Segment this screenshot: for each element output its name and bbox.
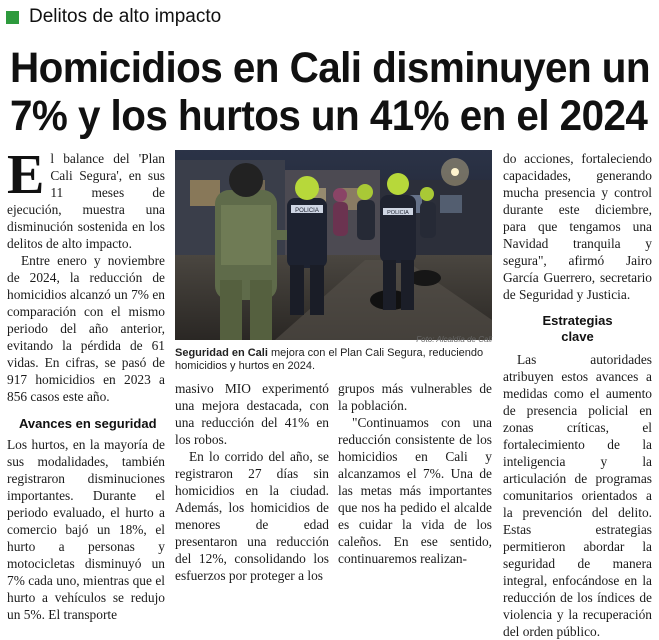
paragraph-quote-cont: do acciones, fortaleciendo capacidades, generando mucha presencia y control durante este diciembre, para que tengamos una Navidad tranquila y segura", afirmó Jairo García Guerrero, secretario de Seguridad y Justicia. <box>503 151 652 302</box>
paragraph-population: grupos más vulnerables de la población. <box>338 381 492 413</box>
paragraph-hurtos: Los hurtos, en la mayoría de sus modalidades, también registraron disminuciones importantes. Durante el periodo evaluado, el hurto a comercio bajó un 18%, el hurto a personas y motocicletas disminuyó un 7% cada uno, mientras que el hurto a vehículos se redujo un 5%. El transporte <box>7 437 165 622</box>
headline-line-2: 7% y los hurtos un 41% en el 2024 <box>10 92 648 140</box>
caption-bold: Seguridad en Cali <box>175 347 268 359</box>
police-patrol-photo <box>175 150 492 340</box>
paragraph-homicides: Entre enero y noviembre de 2024, la reducción de homicidios alcanzó un 7% en comparación con el mismo periodo del año anterior, evitando la pérdida de 61 vidas. En cifras, se pasó de 917 homicidios en 2023 a 856 casos este año. <box>7 253 165 404</box>
photo-caption <box>175 347 492 373</box>
subhead-line-1: Estrategias <box>542 313 613 328</box>
section-square-icon <box>6 11 19 24</box>
headline-line-1: Homicidios en Cali disminuyen un <box>10 44 651 92</box>
section-tag <box>6 6 221 28</box>
paragraph-days: En lo corrido del año, se registraron 27 días sin homicidios en la ciudad. Además, los homicidios de menores de edad presentaron una reducción del 12%, consolidando los esfuerzos por proteger a los <box>175 449 329 583</box>
paragraph-mio: masivo MIO experimentó una mejora destacada, con una reducción del 41% en los robos. <box>175 381 329 447</box>
article-photo <box>175 150 492 340</box>
subhead-line-2: clave <box>561 329 594 344</box>
lead-text: l balance del 'Plan Cali Segura', en sus 11 meses de ejecución, muestra una disminución sostenida en los delitos de alto impacto. <box>7 151 165 251</box>
article-column-3 <box>338 380 492 567</box>
subhead-avances: Avances en seguridad <box>19 416 157 431</box>
article-column-1 <box>7 144 165 623</box>
subhead-estrategias <box>503 313 652 345</box>
dropcap: E <box>7 144 45 206</box>
caption-text: mejora con el Plan Cali Segura, reduciendo homicidios y hurtos en 2024. <box>175 347 484 372</box>
article-column-2 <box>175 380 329 584</box>
photo-credit: Foto: Alcaldía de Cali <box>416 335 492 344</box>
article-column-4 <box>503 150 652 640</box>
section-label: Delitos de alto impacto <box>29 6 222 27</box>
vest-text-2: POLICIA <box>387 210 409 216</box>
paragraph-quote: "Continuamos con una reducción consistente de los homicidios en Cali y alcanzamos el 7%. Una de las metas más importantes que nos ha pedido el alcalde es cuidar la vida de los caleños. En ese sentido, continuaremos realizan- <box>338 415 492 566</box>
lead-paragraph <box>7 144 165 252</box>
paragraph-strategies: Las autoridades atribuyen estos avances a medidas como el aumento de presencia policial en zonas críticas, el fortalecimiento de la inteligencia y la articulación de programas comunitarios orientados a la prevención del delito. Estas estrategias permitieron abordar la seguridad de manera integral, enfocándose en la reducción de los índices de violencia y la recuperación del orden público. <box>503 352 652 639</box>
headline <box>10 44 651 140</box>
vest-text-1: POLICIA <box>295 208 319 214</box>
